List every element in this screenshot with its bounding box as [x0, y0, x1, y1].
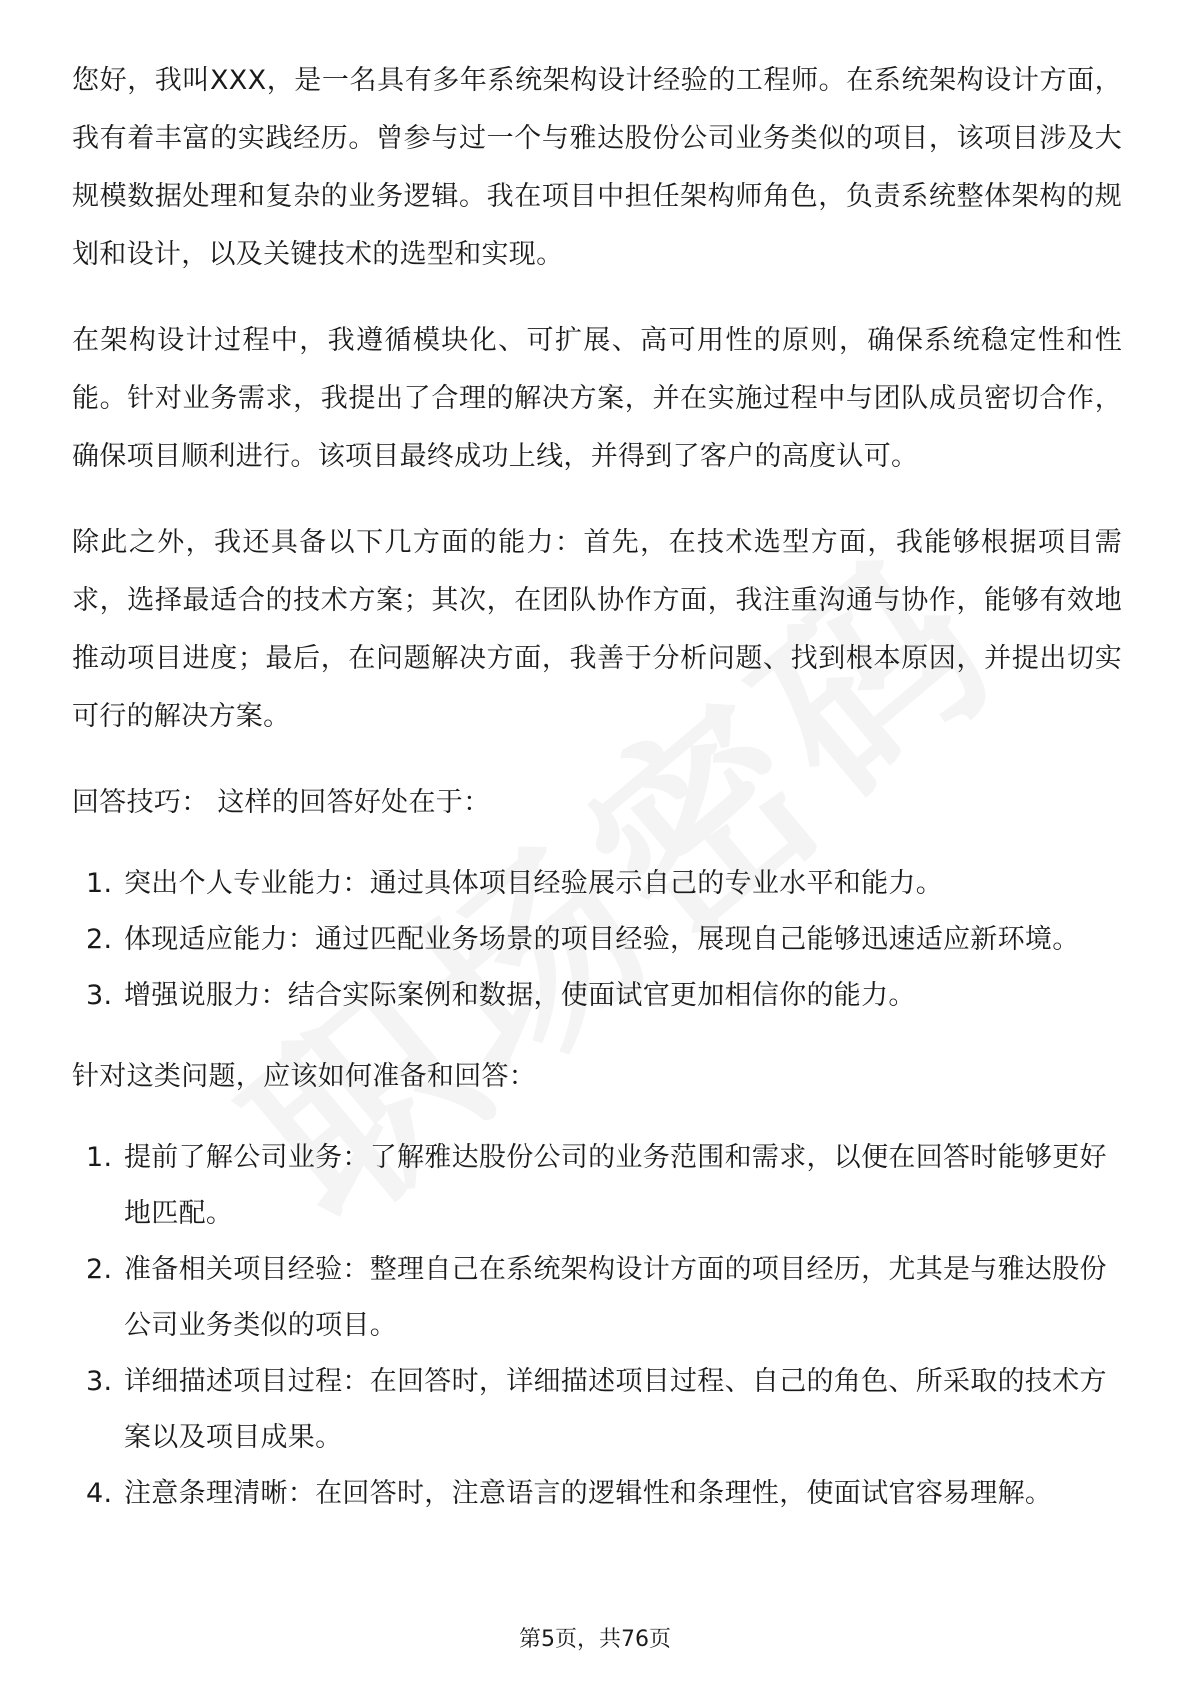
list-number: 1. [86, 868, 113, 899]
list-text: 详细描述项目过程：在回答时，详细描述项目过程、自己的角色、所采取的技术方案以及项目成果。 [124, 1366, 1107, 1453]
list-text: 注意条理清晰：在回答时，注意语言的逻辑性和条理性，使面试官容易理解。 [124, 1478, 1053, 1509]
list-text: 体现适应能力：通过匹配业务场景的项目经验，展现自己能够迅速适应新环境。 [124, 924, 1080, 955]
paragraph-intro: 您好，我叫XXX，是一名具有多年系统架构设计经验的工程师。在系统架构设计方面，我有着丰富的实践经历。曾参与过一个与雅达股份公司业务类似的项目，该项目涉及大规模数据处理和复杂的业务逻辑。我在项目中担任架构师角色，负责系统整体架构的规划和设计，以及关键技术的选型和实现。 [72, 65, 1122, 270]
prep-list [72, 1130, 1122, 1522]
paragraph-design-process: 在架构设计过程中，我遵循模块化、可扩展、高可用性的原则，确保系统稳定性和性能。针对业务需求，我提出了合理的解决方案，并在实施过程中与团队成员密切合作，确保项目顺利进行。该项目最终成功上线，并得到了客户的高度认可。 [72, 325, 1122, 472]
list-item [72, 1354, 1122, 1466]
paragraph-abilities: 除此之外，我还具备以下几方面的能力：首先，在技术选型方面，我能够根据项目需求，选择最适合的技术方案；其次，在团队协作方面，我注重沟通与协作，能够有效地推动项目进度；最后，在问题解决方面，我善于分析问题、找到根本原因，并提出切实可行的解决方案。 [72, 527, 1122, 732]
list-item [72, 1242, 1122, 1354]
list-item [72, 1466, 1122, 1522]
list-number: 4. [86, 1478, 113, 1509]
list-text: 准备相关项目经验：整理自己在系统架构设计方面的项目经历，尤其是与雅达股份公司业务类似的项目。 [124, 1254, 1107, 1341]
list-item [72, 1130, 1122, 1242]
list-item [72, 968, 1122, 1024]
list-item [72, 912, 1122, 968]
list-number: 2. [86, 924, 113, 955]
list-number: 1. [86, 1142, 113, 1173]
tips-heading: 回答技巧： 这样的回答好处在于： [72, 787, 491, 818]
list-text: 增强说服力：结合实际案例和数据，使面试官更加相信你的能力。 [124, 980, 916, 1011]
tips-list [72, 856, 1122, 1024]
prep-heading: 针对这类问题，应该如何准备和回答： [72, 1061, 537, 1092]
list-number: 3. [86, 980, 113, 1011]
list-number: 3. [86, 1366, 113, 1397]
list-text: 提前了解公司业务：了解雅达股份公司的业务范围和需求，以便在回答时能够更好地匹配。 [124, 1142, 1107, 1229]
list-number: 2. [86, 1254, 113, 1285]
page-footer: 第5页，共76页 [519, 1627, 671, 1652]
list-text: 突出个人专业能力：通过具体项目经验展示自己的专业水平和能力。 [124, 868, 943, 899]
list-item [72, 856, 1122, 912]
page-content [72, 52, 1122, 1546]
